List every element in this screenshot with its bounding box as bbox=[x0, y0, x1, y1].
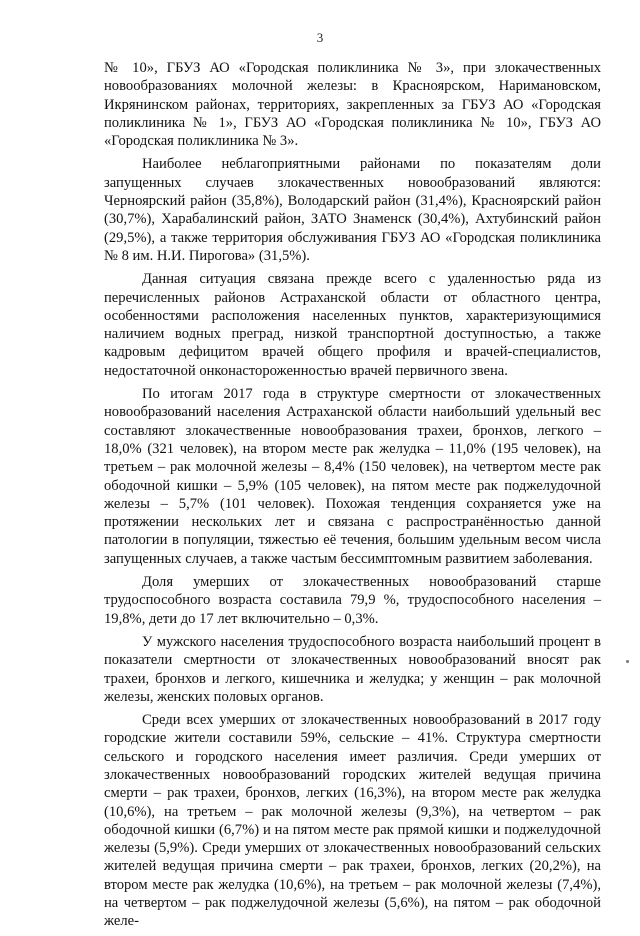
page-number: 3 bbox=[316, 30, 324, 45]
paragraph-gender-differences: У мужского населения трудоспособного возраста наибольший процент в показатели смертности от злокачественных новообразований вносят рак трахеи, бронхов и легкого, кишечника и желудка; у женщин – рак молочной железы, женских половых органов. bbox=[104, 633, 601, 705]
paragraph-mortality-structure: По итогам 2017 года в структуре смертности от злокачественных новообразований населения Астраханской области наибольший удельный вес составляют злокачественные новообразования трахеи, бронхов, легкого – 18,0% (321 человек), на втором месте рак желудка – 11,0% (195 человек), на третьем – рак молочной железы – 8,4% (150 человек), на четвертом месте рак ободочной кишки – 5,9% (105 человек), на пятом месте рак поджелудочной железы – 5,7% (101 человек). Похожая тенденция сохраняется уже на протяжении нескольких лет и связана с распространённостью данной патологии в популяции, тяжестью её течения, большим удельным весом числа запущенных случаев, а также частым бессимптомным развитием заболевания. bbox=[104, 386, 601, 567]
document-body bbox=[104, 59, 601, 936]
scan-speck bbox=[626, 660, 629, 663]
paragraph-situation-causes: Данная ситуация связана прежде всего с удаленностью ряда из перечисленных районов Астраханской области от областного центра, особенностями расположения населенных пунктов, характеризующимися наличием водных преград, низкой транспортной доступностью, а также кадровым дефицитом врачей общего профиля и врачей-специалистов, недостаточной онконастороженностью врачей первичного звена. bbox=[104, 271, 601, 379]
paragraph-continuation: № 10», ГБУЗ АО «Городская поликлиника № 3», при злокачественных новообразованиях молочной железы: в Красноярском, Наримановском, Икрянинском районах, территориях, закрепленных за ГБУЗ АО «Городская поликлиника № 1», ГБУЗ АО «Городская поликлиника № 10», ГБУЗ АО «Городская поликлиника № 3». bbox=[104, 60, 601, 150]
paragraph-age-share: Доля умерших от злокачественных новообразований старше трудоспособного возраста составила 79,9 %, трудоспособного населения – 19,8%, дети до 17 лет включительно – 0,3%. bbox=[104, 574, 601, 627]
paragraph-urban-rural: Среди всех умерших от злокачественных новообразований в 2017 году городские жители составили 59%, сельские – 41%. Структура смертности сельского и городского населения имеет различия. Среди умерших от злокачественных новообразований городских жителей ведущая причина смерти – рак трахеи, бронхов, легких (16,3%), на втором месте рак желудка (10,6%), на третьем – рак молочной железы (9,3%), на четвертом – рак ободочной кишки (6,7%) и на пятом месте рак прямой кишки и поджелудочной железы (5,9%). Среди умерших от злокачественных новообразований сельских жителей ведущая причина смерти – рак трахеи, бронхов, легких (20,2%), на втором месте рак желудка (10,6%), на третьем – рак молочной железы (7,4%), на четвертом – рак поджелудочной железы (5,6%), на пятом – рак ободочной желе- bbox=[104, 712, 601, 930]
paragraph-neglected-cases: Наиболее неблагоприятными районами по показателям доли запущенных случаев злокачественных новообразований являются: Черноярский район (35,8%), Володарский район (31,4%), Красноярский район (30,7%), Харабалинский район, ЗАТО Знаменск (30,4%), Ахтубинский район (29,5%), а также территория обслуживания ГБУЗ АО «Городская поликлиника № 8 им. Н.И. Пирогова» (31,5%). bbox=[104, 156, 601, 264]
